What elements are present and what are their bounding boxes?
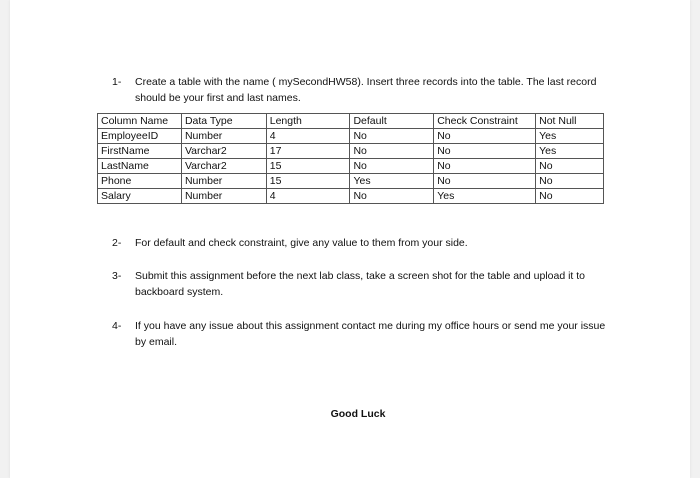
instruction-item-3 <box>112 268 612 300</box>
instruction-item-1 <box>112 74 612 106</box>
table-cell: Number <box>181 174 266 189</box>
table-cell: No <box>434 159 536 174</box>
header-column-name: Column Name <box>98 114 182 129</box>
table-cell: No <box>434 144 536 159</box>
table-cell: No <box>350 189 434 204</box>
item-text: Submit this assignment before the next lab class, take a screen shot for the table and upload it to backboard system. <box>135 270 586 298</box>
table-row <box>98 189 604 204</box>
table-cell: 4 <box>266 189 350 204</box>
table-cell: 4 <box>266 129 350 144</box>
table-cell: Salary <box>98 189 182 204</box>
table-cell: No <box>434 129 536 144</box>
header-not-null: Not Null <box>536 114 604 129</box>
table-cell: Phone <box>98 174 182 189</box>
header-data-type: Data Type <box>181 114 266 129</box>
document-page <box>10 0 690 478</box>
table-cell: No <box>350 129 434 144</box>
table-cell: EmployeeID <box>98 129 182 144</box>
header-length: Length <box>266 114 350 129</box>
table-cell: Number <box>181 189 266 204</box>
table-cell: LastName <box>98 159 182 174</box>
table-cell: Yes <box>536 144 604 159</box>
table-cell: No <box>536 189 604 204</box>
item-number: 2- <box>112 237 122 249</box>
table-cell: Varchar2 <box>181 144 266 159</box>
closing-note <box>10 408 690 420</box>
table-cell: Number <box>181 129 266 144</box>
header-default: Default <box>350 114 434 129</box>
table-cell: Yes <box>536 129 604 144</box>
item-number: 3- <box>112 270 122 282</box>
item-text: If you have any issue about this assignment contact me during my office hours or send me your issue by email. <box>135 320 606 348</box>
table-cell: Varchar2 <box>181 159 266 174</box>
table-cell: 15 <box>266 159 350 174</box>
item-text: For default and check constraint, give any value to them from your side. <box>135 237 468 249</box>
instruction-item-4 <box>112 318 612 350</box>
table-cell: FirstName <box>98 144 182 159</box>
item-number: 4- <box>112 320 122 332</box>
table-row <box>98 174 604 189</box>
table-cell: No <box>350 144 434 159</box>
table-cell: No <box>350 159 434 174</box>
closing-text: Good Luck <box>330 408 386 420</box>
column-spec-table <box>97 113 604 204</box>
header-check-constraint: Check Constraint <box>434 114 536 129</box>
item-number: 1- <box>112 76 122 88</box>
table-row <box>98 144 604 159</box>
table-header-row <box>98 114 604 129</box>
table-cell: 17 <box>266 144 350 159</box>
instruction-item-2 <box>112 235 612 251</box>
table-cell: Yes <box>434 189 536 204</box>
table-cell: No <box>536 174 604 189</box>
table-row <box>98 159 604 174</box>
table-row <box>98 129 604 144</box>
item-text: Create a table with the name ( mySecondHW58). Insert three records into the table. The last record should be your first and last names. <box>135 76 597 104</box>
table-cell: Yes <box>350 174 434 189</box>
table-cell: No <box>434 174 536 189</box>
table-cell: No <box>536 159 604 174</box>
table-cell: 15 <box>266 174 350 189</box>
